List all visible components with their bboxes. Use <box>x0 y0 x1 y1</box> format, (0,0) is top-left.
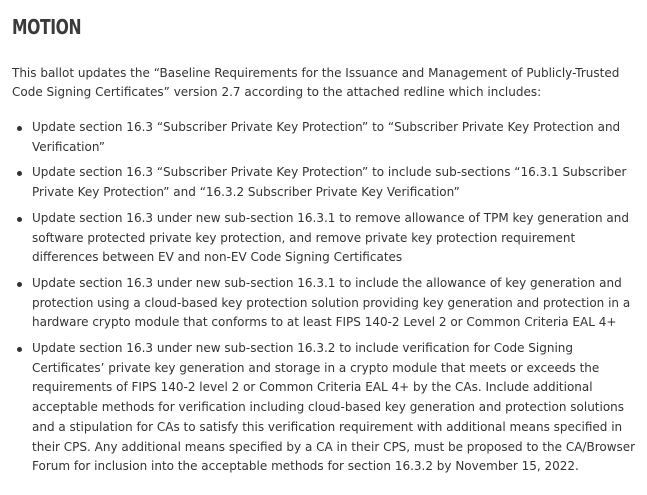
list-item-text: Update section 16.3 under new sub-section 16.3.1 to include the allowance of key generation and protection using a cloud-based key protection solution providing key generation and protection in a hardware crypto module that conforms to at least FIPS 140-2 Level 2 or Common Criteria EAL 4+ <box>32 275 631 330</box>
list-item <box>12 209 637 268</box>
bullet-icon <box>17 126 22 131</box>
list-item <box>12 118 637 157</box>
section-heading: MOTION <box>12 15 82 39</box>
list-item-text: Update section 16.3 “Subscriber Private Key Protection” to include sub-sections “16.3.1 Subscriber Private Key Protection” and “16.3.2 Subscriber Private Key Verification” <box>32 165 627 200</box>
list-item-text: Update section 16.3 “Subscriber Private Key Protection” to “Subscriber Private Key Protection and Verification” <box>32 120 621 154</box>
list-item <box>12 339 637 477</box>
list-item-text: Update section 16.3 under new sub-section 16.3.1 to remove allowance of TPM key generation and software protected private key protection, and remove private key protection requirement differences between EV and non-EV Code Signing Certificates <box>32 210 629 265</box>
bullet-icon <box>17 347 22 352</box>
bullet-list <box>12 118 637 477</box>
list-item <box>12 274 637 333</box>
list-item <box>12 163 637 202</box>
bullet-icon <box>17 217 22 222</box>
bullet-icon <box>17 171 22 176</box>
intro-paragraph: This ballot updates the “Baseline Requirements for the Issuance and Management of Publicly-Trusted Code Signing Certificates” version 2.7 according to the attached redline which includes: <box>12 66 620 99</box>
list-item-text: Update section 16.3 under new sub-section 16.3.2 to include verification for Code Signing Certificates’ private key generation and storage in a crypto module that meets or exceeds the requirements of FIPS 140-2 level 2 or Common Criteria EAL 4+ by the CAs. Include additional acceptable methods for verification including cloud-based key generation and protection solutions and a stipulation for CAs to satisfy this verification requirement with additional means specified in their CPS. Any additional means specified by a CA in their CPS, must be proposed to the CA/Browser Forum for inclusion into the acceptable methods for section 16.3.2 by November 15, 2022. <box>32 341 636 474</box>
bullet-icon <box>17 282 22 287</box>
